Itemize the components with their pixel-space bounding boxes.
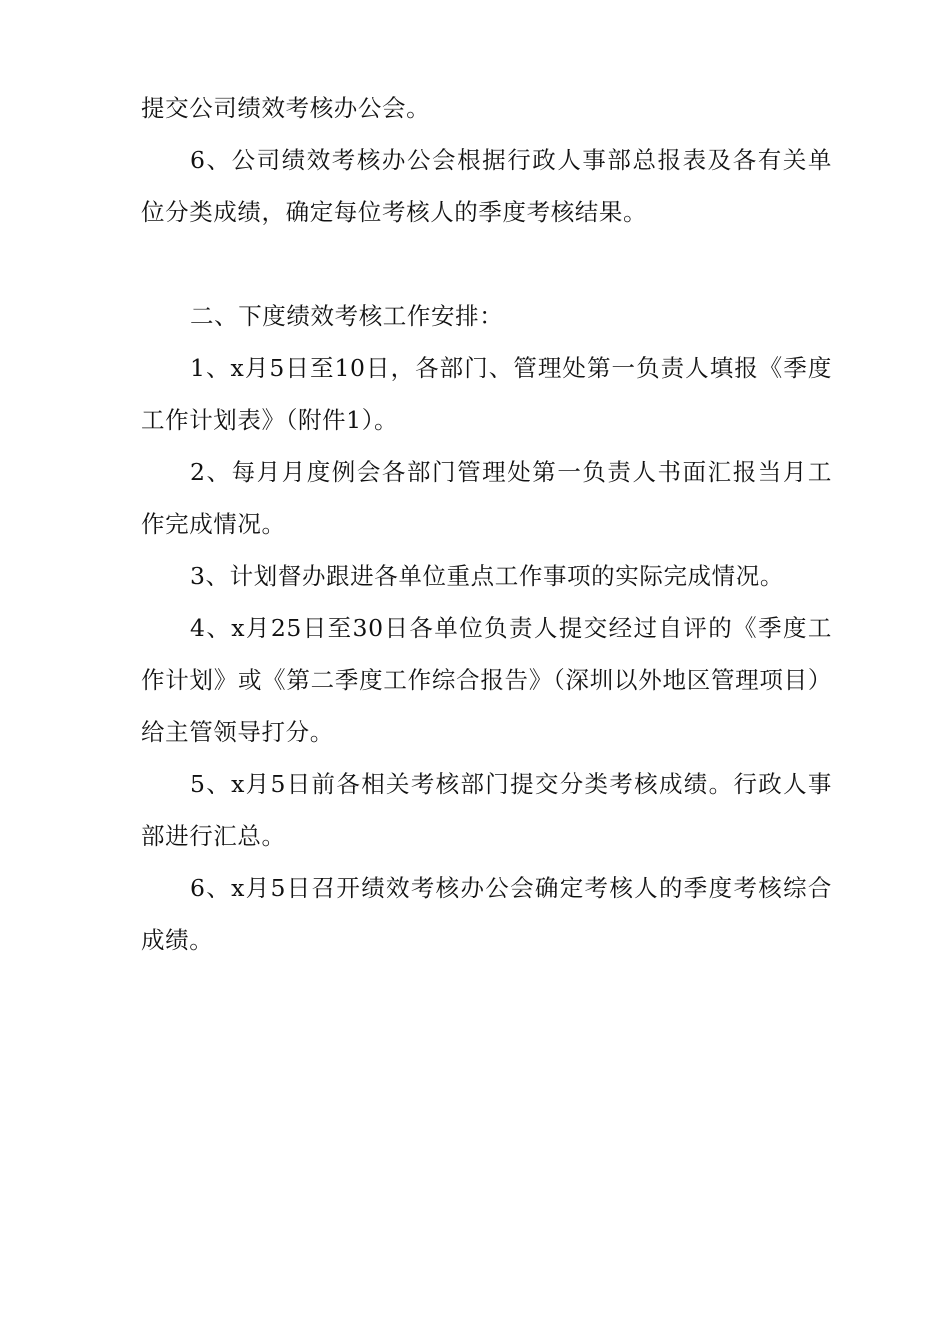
paragraph-continuation: 提交公司绩效考核办公会。 [141, 94, 431, 122]
paragraph-item-1: 1、x月5日至10日，各部门、管理处第一负责人填报《季度工作计划表》（附件1）。 [141, 354, 832, 434]
paragraph-item-6-result: 6、公司绩效考核办公会根据行政人事部总报表及各有关单位分类成绩，确定每位考核人的季度考核结果。 [141, 146, 832, 226]
paragraph-item-6: 6、x月5日召开绩效考核办公会确定考核人的季度考核综合成绩。 [141, 874, 832, 954]
section-heading: 二、下度绩效考核工作安排： [190, 302, 504, 330]
paragraph-item-5: 5、x月5日前各相关考核部门提交分类考核成绩。行政人事部进行汇总。 [141, 770, 832, 850]
paragraph-gap [141, 238, 832, 290]
paragraph-item-3: 3、计划督办跟进各单位重点工作事项的实际完成情况。 [190, 562, 784, 590]
paragraph-item-4: 4、x月25日至30日各单位负责人提交经过自评的《季度工作计划》或《第二季度工作综合报告》（深圳以外地区管理项目）给主管领导打分。 [141, 614, 832, 746]
paragraph-item-2: 2、每月月度例会各部门管理处第一负责人书面汇报当月工作完成情况。 [141, 458, 832, 538]
